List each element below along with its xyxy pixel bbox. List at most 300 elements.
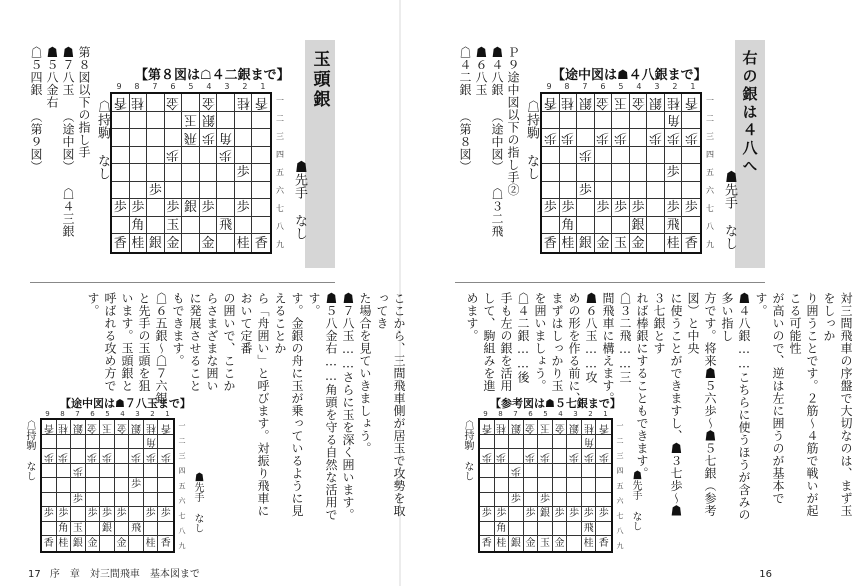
board-square: [596, 493, 611, 508]
board-square: [252, 164, 270, 182]
piece-glyph: 歩: [578, 147, 592, 163]
board-file-labels: [540, 82, 702, 91]
rank-label: 九: [276, 240, 284, 250]
board-square: [524, 464, 539, 479]
piece-glyph: 歩: [598, 508, 609, 520]
sente-piece: [217, 217, 235, 235]
gote-piece: [200, 112, 218, 130]
piece-glyph: 歩: [72, 493, 83, 505]
piece-glyph: 歩: [160, 450, 171, 462]
gote-piece: [480, 420, 495, 435]
sente-piece: [235, 234, 253, 252]
board-square: [144, 464, 159, 479]
piece-glyph: 歩: [116, 508, 127, 520]
board-square: [115, 435, 130, 450]
shogi-board: [110, 92, 272, 254]
board-square: [217, 112, 235, 130]
rank-label: 五: [616, 481, 624, 490]
sente-piece: [130, 217, 148, 235]
file-label: 7: [582, 82, 588, 91]
gote-piece: [524, 449, 539, 464]
rank-label: 八: [706, 222, 714, 232]
piece-glyph: 銀: [148, 235, 162, 251]
sente-piece: [524, 507, 539, 522]
board-square: [86, 464, 101, 479]
board-square: [235, 147, 253, 165]
text-line: います。玉頭銀と: [120, 292, 134, 392]
sente-piece: [560, 217, 578, 235]
board-square: [112, 182, 130, 200]
text-line: ☖４二銀……後: [516, 292, 530, 384]
sente-hand-label: ☗先手 なし: [722, 170, 737, 250]
gote-piece: [100, 449, 115, 464]
sente-piece: [147, 234, 165, 252]
sente-piece: [144, 536, 159, 551]
move-line: ☗６八玉: [474, 46, 488, 96]
gote-piece: [665, 112, 683, 130]
sente-hand-label: ☗先手 なし: [630, 470, 641, 531]
sente-piece: [130, 234, 148, 252]
piece-glyph: 桂: [58, 421, 69, 433]
rank-label: 八: [616, 526, 624, 535]
gote-piece: [495, 449, 510, 464]
board-square: [57, 435, 72, 450]
board-square: [630, 147, 648, 165]
board-square: [612, 164, 630, 182]
board-square: [158, 464, 173, 479]
board-square: [647, 164, 665, 182]
piece-glyph: 歩: [569, 450, 580, 462]
board-square: [57, 478, 72, 493]
sente-piece: [115, 507, 130, 522]
section-heading: [305, 40, 335, 268]
board-square: [647, 147, 665, 165]
board-square: [115, 464, 130, 479]
gote-piece: [582, 420, 597, 435]
diagram-title: 【途中図は☗４八銀まで】: [552, 68, 707, 83]
sente-piece: [538, 493, 553, 508]
sente-piece: [630, 199, 648, 217]
sente-piece: [682, 199, 700, 217]
sente-piece: [495, 507, 510, 522]
gote-piece: [538, 449, 553, 464]
board-square: [560, 147, 578, 165]
piece-glyph: 玉: [539, 421, 550, 433]
board-square: [509, 507, 524, 522]
board-square: [595, 112, 613, 130]
gote-piece: [130, 94, 148, 112]
file-label: 2: [672, 82, 678, 91]
gote-piece: [42, 420, 57, 435]
piece-glyph: 金: [201, 94, 215, 110]
rank-label: 八: [178, 526, 186, 535]
gote-hand-label: ☖持駒 なし: [95, 100, 110, 180]
piece-glyph: 歩: [666, 200, 680, 216]
sente-piece: [144, 507, 159, 522]
piece-glyph: 金: [116, 537, 127, 549]
board-square: [158, 522, 173, 537]
board-square: [57, 493, 72, 508]
board-square: [665, 147, 683, 165]
sente-piece: [182, 199, 200, 217]
piece-glyph: 香: [684, 94, 698, 110]
rank-label: 六: [178, 496, 186, 505]
shogi-board: [40, 418, 175, 553]
board-square: [542, 217, 560, 235]
board-square: [182, 94, 200, 112]
sente-piece: [595, 199, 613, 217]
move-line: ☖５四銀 （第９図）: [29, 46, 43, 173]
piece-glyph: 歩: [145, 508, 156, 520]
board-square: [538, 464, 553, 479]
text-line: もできます。: [171, 292, 185, 367]
text-line: らさまざまな囲い: [205, 292, 219, 392]
sente-piece: [165, 234, 183, 252]
board-square: [495, 493, 510, 508]
piece-glyph: 飛: [183, 129, 197, 145]
piece-glyph: 桂: [131, 235, 145, 251]
board-square: [112, 217, 130, 235]
board-square: [100, 536, 115, 551]
rank-label: 七: [706, 204, 714, 214]
gote-piece: [647, 129, 665, 147]
board-square: [577, 217, 595, 235]
sente-piece: [57, 522, 72, 537]
sente-piece: [57, 507, 72, 522]
board-square: [524, 478, 539, 493]
move-line: ☖４二銀 （第８図）: [458, 46, 472, 173]
piece-glyph: 香: [684, 235, 698, 251]
piece-glyph: 銀: [578, 235, 592, 251]
gote-piece: [235, 94, 253, 112]
sente-piece: [582, 507, 597, 522]
board-square: [42, 464, 57, 479]
gote-piece: [542, 129, 560, 147]
sente-piece: [582, 522, 597, 537]
piece-glyph: 歩: [631, 200, 645, 216]
board-square: [567, 522, 582, 537]
column-divider: [455, 282, 765, 283]
file-label: 1: [690, 82, 696, 91]
piece-glyph: 香: [160, 421, 171, 433]
gote-piece: [182, 129, 200, 147]
gote-piece: [165, 94, 183, 112]
piece-glyph: 角: [496, 522, 507, 534]
piece-glyph: 桂: [583, 421, 594, 433]
board-square: [596, 464, 611, 479]
piece-glyph: 金: [525, 421, 536, 433]
board-file-labels: [110, 82, 272, 91]
board-square: [630, 164, 648, 182]
board-square: [100, 435, 115, 450]
piece-glyph: 桂: [561, 94, 575, 110]
gote-piece: [86, 420, 101, 435]
sente-piece: [665, 217, 683, 235]
gote-piece: [480, 449, 495, 464]
sente-piece: [577, 234, 595, 252]
gote-piece: [144, 449, 159, 464]
board-square: [252, 112, 270, 130]
board-square: [165, 129, 183, 147]
piece-glyph: 金: [201, 235, 215, 251]
piece-glyph: 香: [43, 421, 54, 433]
piece-glyph: 歩: [131, 200, 145, 216]
board-square: [147, 94, 165, 112]
file-label: 3: [224, 82, 230, 91]
gote-piece: [682, 129, 700, 147]
piece-glyph: 歩: [131, 478, 142, 490]
piece-glyph: 桂: [236, 94, 250, 110]
piece-glyph: 桂: [666, 235, 680, 251]
rank-label: 九: [616, 541, 624, 550]
shogi-board: [540, 92, 702, 254]
piece-glyph: 桂: [145, 537, 156, 549]
rank-label: 六: [276, 186, 284, 196]
sente-piece: [112, 199, 130, 217]
piece-glyph: 桂: [561, 235, 575, 251]
file-label: 6: [600, 82, 606, 91]
piece-glyph: 香: [598, 537, 609, 549]
sente-hand-label: ☗先手 なし: [192, 472, 203, 533]
sente-piece: [200, 234, 218, 252]
board-square: [612, 147, 630, 165]
board-square: [647, 112, 665, 130]
piece-glyph: 歩: [72, 465, 83, 477]
board-square: [495, 464, 510, 479]
sente-piece: [582, 536, 597, 551]
rank-label: 二: [616, 436, 624, 445]
sente-piece: [165, 199, 183, 217]
sente-piece: [42, 536, 57, 551]
sente-piece: [165, 217, 183, 235]
rank-label: 二: [276, 114, 284, 124]
board-square: [217, 199, 235, 217]
board-square: [567, 478, 582, 493]
board-square: [130, 182, 148, 200]
rank-label: 四: [178, 466, 186, 475]
file-label: 3: [573, 410, 578, 418]
rank-label: 七: [276, 204, 284, 214]
piece-glyph: 角: [561, 217, 575, 233]
board-square: [147, 112, 165, 130]
piece-glyph: 香: [481, 537, 492, 549]
board-square: [567, 536, 582, 551]
board-square: [612, 217, 630, 235]
file-label: 5: [188, 82, 194, 91]
piece-glyph: 玉: [613, 235, 627, 251]
file-label: 8: [564, 82, 570, 91]
shogi-board: [478, 418, 613, 553]
board-square: [42, 522, 57, 537]
piece-glyph: 銀: [201, 112, 215, 128]
text-line: り囲うことです。２筋〜４筋で戦いが起こる可能性: [788, 292, 819, 517]
piece-glyph: 桂: [666, 94, 680, 110]
gote-piece: [595, 129, 613, 147]
piece-glyph: 歩: [613, 200, 627, 216]
gote-piece: [42, 449, 57, 464]
board-square: [612, 182, 630, 200]
board-square: [577, 164, 595, 182]
piece-glyph: 桂: [145, 421, 156, 433]
board-square: [252, 217, 270, 235]
rank-label: 一: [616, 421, 624, 430]
file-label: 4: [636, 82, 642, 91]
piece-glyph: 銀: [101, 522, 112, 534]
piece-glyph: 銀: [631, 217, 645, 233]
piece-glyph: 玉: [166, 217, 180, 233]
board-square: [577, 129, 595, 147]
piece-glyph: 飛: [666, 217, 680, 233]
board-rank-labels: [177, 418, 187, 553]
piece-glyph: 歩: [166, 200, 180, 216]
rank-label: 四: [706, 150, 714, 160]
board-square: [86, 435, 101, 450]
piece-glyph: 香: [598, 421, 609, 433]
board-square: [553, 464, 568, 479]
board-square: [630, 112, 648, 130]
piece-glyph: 香: [543, 235, 557, 251]
sente-piece: [553, 507, 568, 522]
board-square: [542, 147, 560, 165]
board-square: [130, 164, 148, 182]
board-square: [682, 164, 700, 182]
sente-piece: [665, 199, 683, 217]
board-square: [595, 147, 613, 165]
piece-glyph: 金: [525, 537, 536, 549]
file-label: 9: [116, 82, 122, 91]
file-label: 2: [242, 82, 248, 91]
board-square: [182, 182, 200, 200]
board-rank-labels: [704, 92, 716, 254]
board-square: [235, 129, 253, 147]
piece-glyph: 歩: [43, 450, 54, 462]
sente-piece: [130, 199, 148, 217]
board-square: [86, 493, 101, 508]
board-square: [567, 464, 582, 479]
text-line: ☗７八玉……さらに玉を深く囲います。: [341, 292, 355, 521]
rank-label: 三: [276, 132, 284, 142]
board-square: [86, 478, 101, 493]
piece-glyph: 桂: [131, 94, 145, 110]
piece-glyph: 歩: [131, 450, 142, 462]
rank-label: 六: [706, 186, 714, 196]
rank-label: 二: [706, 114, 714, 124]
board-square: [542, 112, 560, 130]
file-label: 2: [150, 410, 155, 418]
piece-glyph: 歩: [598, 450, 609, 462]
sente-piece: [538, 507, 553, 522]
gote-hand-label: ☖持駒 なし: [524, 100, 539, 180]
board-square: [115, 493, 130, 508]
piece-glyph: 金: [116, 421, 127, 433]
board-square: [71, 507, 86, 522]
piece-glyph: 銀: [539, 508, 550, 520]
board-square: [252, 129, 270, 147]
text-line: ☗６八玉……攻: [584, 292, 598, 384]
gote-piece: [577, 147, 595, 165]
piece-glyph: 歩: [496, 508, 507, 520]
sente-piece: [495, 536, 510, 551]
board-square: [553, 435, 568, 450]
sente-piece: [542, 199, 560, 217]
gote-piece: [509, 464, 524, 479]
text-line: れば棒銀にすることもできます。: [635, 292, 649, 480]
sente-piece: [612, 234, 630, 252]
piece-glyph: 金: [631, 94, 645, 110]
piece-glyph: 歩: [525, 508, 536, 520]
piece-glyph: 玉: [101, 421, 112, 433]
file-label: 9: [45, 410, 50, 418]
file-label: 1: [260, 82, 266, 91]
piece-glyph: 歩: [496, 450, 507, 462]
board-square: [130, 112, 148, 130]
piece-glyph: 歩: [596, 200, 610, 216]
gote-piece: [129, 420, 144, 435]
sente-piece: [630, 234, 648, 252]
board-square: [538, 435, 553, 450]
gote-piece: [577, 94, 595, 112]
sente-piece: [71, 493, 86, 508]
text-line: ☗４八銀……こちらに使うほうが含みの多い指し: [720, 292, 751, 521]
piece-glyph: 銀: [183, 200, 197, 216]
board-square: [130, 129, 148, 147]
gote-piece: [612, 129, 630, 147]
rank-label: 九: [706, 240, 714, 250]
board-square: [112, 112, 130, 130]
board-square: [100, 464, 115, 479]
piece-glyph: 歩: [510, 465, 521, 477]
board-square: [158, 493, 173, 508]
text-line: す。: [86, 292, 100, 317]
piece-glyph: 歩: [583, 508, 594, 520]
sente-piece: [542, 234, 560, 252]
sente-piece: [235, 164, 253, 182]
gote-piece: [165, 147, 183, 165]
board-square: [115, 449, 130, 464]
board-square: [647, 199, 665, 217]
gote-hand-label: ☖持駒 なし: [24, 420, 35, 481]
section-heading-text: 右の銀は４八へ: [740, 50, 759, 176]
board-square: [71, 478, 86, 493]
text-line: 呼ばれる攻め方で: [103, 292, 117, 392]
gote-piece: [647, 94, 665, 112]
piece-glyph: 歩: [596, 129, 610, 145]
gote-piece: [182, 112, 200, 130]
sente-piece: [612, 199, 630, 217]
gote-piece: [100, 420, 115, 435]
board-square: [524, 522, 539, 537]
board-square: [682, 112, 700, 130]
piece-glyph: 銀: [72, 421, 83, 433]
gote-piece: [217, 129, 235, 147]
board-square: [595, 217, 613, 235]
sente-piece: [86, 536, 101, 551]
text-line: 手も左の銀を活用: [499, 292, 513, 392]
move-line: 第８図以下の指し手: [77, 46, 91, 159]
sente-piece: [480, 536, 495, 551]
piece-glyph: 銀: [72, 537, 83, 549]
diagram-title: 【第８図は☖４二銀まで】: [135, 68, 290, 83]
file-label: 4: [206, 82, 212, 91]
page-number: 17: [28, 569, 41, 580]
piece-glyph: 金: [166, 94, 180, 110]
board-square: [100, 493, 115, 508]
text-line: す。金銀の舟に玉が乗っているように見えることか: [273, 292, 304, 517]
board-square: [217, 94, 235, 112]
sente-piece: [71, 536, 86, 551]
gote-piece: [144, 420, 159, 435]
sente-piece: [57, 536, 72, 551]
